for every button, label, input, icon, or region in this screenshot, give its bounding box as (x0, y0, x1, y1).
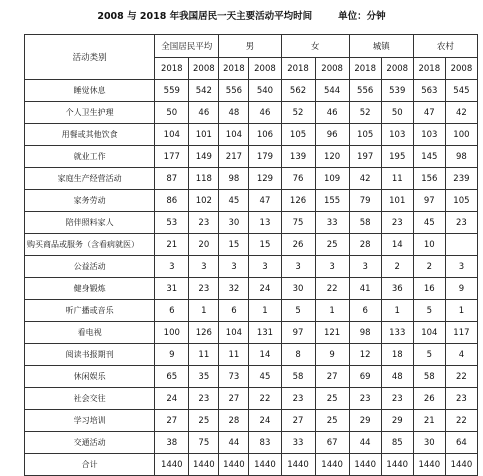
table-cell: 30 (413, 432, 445, 454)
table-cell: 23 (381, 388, 413, 410)
row-label: 合计 (25, 454, 155, 476)
table-row (25, 190, 478, 212)
row-label: 交通活动 (25, 432, 155, 454)
table-row (25, 322, 478, 344)
table-cell: 544 (315, 80, 349, 102)
table-cell: 36 (381, 278, 413, 300)
table-cell: 101 (381, 190, 413, 212)
table-cell: 6 (155, 300, 189, 322)
table-cell: 52 (281, 102, 315, 124)
table-row (25, 454, 478, 476)
table-cell: 22 (445, 366, 477, 388)
table-cell: 239 (445, 168, 477, 190)
table-cell: 1 (189, 300, 219, 322)
table-cell: 22 (315, 278, 349, 300)
table-cell: 5 (281, 300, 315, 322)
table-cell: 25 (315, 234, 349, 256)
row-label: 公益活动 (25, 256, 155, 278)
table-cell: 197 (349, 146, 381, 168)
table-cell: 28 (219, 410, 249, 432)
table-cell: 102 (189, 190, 219, 212)
table-cell: 48 (219, 102, 249, 124)
table-cell: 9 (155, 344, 189, 366)
table-cell: 177 (155, 146, 189, 168)
table-cell: 58 (349, 212, 381, 234)
table-cell: 22 (249, 388, 281, 410)
group-header-urban: 城镇 (349, 35, 413, 58)
table-cell: 11 (219, 344, 249, 366)
table-cell: 96 (315, 124, 349, 146)
table-cell (445, 234, 477, 256)
table-cell: 1 (381, 300, 413, 322)
table-cell: 53 (155, 212, 189, 234)
table-cell: 47 (413, 102, 445, 124)
table-cell: 14 (249, 344, 281, 366)
table-cell: 30 (219, 212, 249, 234)
table-cell: 6 (219, 300, 249, 322)
table-cell: 28 (349, 234, 381, 256)
year-header: 2008 (445, 58, 477, 80)
table-cell: 30 (281, 278, 315, 300)
table-cell: 97 (281, 322, 315, 344)
table-cell: 52 (349, 102, 381, 124)
table-cell: 1440 (155, 454, 189, 476)
table-cell: 155 (315, 190, 349, 212)
table-cell: 103 (381, 124, 413, 146)
table-cell: 101 (189, 124, 219, 146)
table-cell: 139 (281, 146, 315, 168)
table-cell: 23 (445, 212, 477, 234)
row-label: 就业工作 (25, 146, 155, 168)
table-row (25, 234, 478, 256)
table-cell: 24 (155, 388, 189, 410)
table-cell: 16 (413, 278, 445, 300)
row-label: 个人卫生护理 (25, 102, 155, 124)
table-cell: 5 (413, 344, 445, 366)
table-cell: 26 (281, 234, 315, 256)
table-cell: 1440 (381, 454, 413, 476)
table-cell: 75 (281, 212, 315, 234)
group-header-male: 男 (219, 35, 281, 58)
table-cell: 559 (155, 80, 189, 102)
table-cell: 129 (249, 168, 281, 190)
table-cell: 23 (349, 388, 381, 410)
table-cell: 98 (349, 322, 381, 344)
table-cell: 67 (315, 432, 349, 454)
table-cell: 106 (249, 124, 281, 146)
table-cell: 27 (155, 410, 189, 432)
table-cell: 48 (381, 366, 413, 388)
row-label: 家务劳动 (25, 190, 155, 212)
table-cell: 104 (219, 124, 249, 146)
table-row (25, 432, 478, 454)
table-cell: 117 (445, 322, 477, 344)
year-header: 2018 (281, 58, 315, 80)
table-cell: 126 (281, 190, 315, 212)
table-cell: 133 (381, 322, 413, 344)
table-cell: 44 (219, 432, 249, 454)
table-cell: 3 (281, 256, 315, 278)
table-cell: 6 (349, 300, 381, 322)
table-cell: 23 (189, 388, 219, 410)
table-cell: 47 (249, 190, 281, 212)
table-cell: 69 (349, 366, 381, 388)
table-cell: 83 (249, 432, 281, 454)
table-cell: 42 (349, 168, 381, 190)
table-cell: 118 (189, 168, 219, 190)
table-cell: 556 (349, 80, 381, 102)
table-cell: 75 (189, 432, 219, 454)
activity-time-table (24, 34, 478, 476)
table-cell: 26 (413, 388, 445, 410)
table-cell: 41 (349, 278, 381, 300)
header-group-row (25, 35, 478, 58)
table-cell: 64 (445, 432, 477, 454)
table-cell: 42 (445, 102, 477, 124)
table-cell: 23 (381, 212, 413, 234)
table-cell: 25 (315, 388, 349, 410)
table-cell: 1440 (249, 454, 281, 476)
table-cell: 217 (219, 146, 249, 168)
table-cell: 13 (249, 212, 281, 234)
table-cell: 23 (445, 388, 477, 410)
table-cell: 18 (381, 344, 413, 366)
table-cell: 1440 (189, 454, 219, 476)
table-cell: 156 (413, 168, 445, 190)
table-cell: 14 (381, 234, 413, 256)
table-cell: 50 (381, 102, 413, 124)
table-cell: 98 (219, 168, 249, 190)
table-cell: 1 (445, 300, 477, 322)
table-cell: 1440 (219, 454, 249, 476)
row-label: 家庭生产经营活动 (25, 168, 155, 190)
table-cell: 22 (445, 410, 477, 432)
table-body (25, 80, 478, 476)
table-cell: 46 (189, 102, 219, 124)
table-cell: 104 (219, 322, 249, 344)
table-cell: 21 (155, 234, 189, 256)
table-cell: 12 (349, 344, 381, 366)
table-cell: 21 (413, 410, 445, 432)
year-header: 2018 (349, 58, 381, 80)
table-cell: 120 (315, 146, 349, 168)
table-cell: 539 (381, 80, 413, 102)
table-cell: 3 (189, 256, 219, 278)
table-cell: 79 (349, 190, 381, 212)
table-cell: 50 (155, 102, 189, 124)
year-header: 2018 (219, 58, 249, 80)
table-cell: 98 (445, 146, 477, 168)
row-label: 休闲娱乐 (25, 366, 155, 388)
table-row (25, 212, 478, 234)
table-cell: 65 (155, 366, 189, 388)
row-label: 陪伴照料家人 (25, 212, 155, 234)
table-cell: 4 (445, 344, 477, 366)
table-cell: 105 (349, 124, 381, 146)
table-cell: 2 (413, 256, 445, 278)
table-cell: 8 (281, 344, 315, 366)
table-row (25, 366, 478, 388)
unit-label: 单位：分钟 (338, 11, 386, 22)
table-cell: 149 (189, 146, 219, 168)
table-cell: 27 (281, 410, 315, 432)
table-row (25, 256, 478, 278)
table-cell: 100 (155, 322, 189, 344)
table-cell: 87 (155, 168, 189, 190)
table-cell: 3 (315, 256, 349, 278)
table-cell: 105 (281, 124, 315, 146)
table-row (25, 80, 478, 102)
table-cell: 86 (155, 190, 189, 212)
table-cell: 563 (413, 80, 445, 102)
table-cell: 23 (281, 388, 315, 410)
table-cell: 3 (249, 256, 281, 278)
year-header: 2018 (413, 58, 445, 80)
table-cell: 179 (249, 146, 281, 168)
table-cell: 73 (219, 366, 249, 388)
table-cell: 33 (281, 432, 315, 454)
table-cell: 32 (219, 278, 249, 300)
table-cell: 25 (189, 410, 219, 432)
table-cell: 35 (189, 366, 219, 388)
table-cell: 76 (281, 168, 315, 190)
table-cell: 45 (219, 190, 249, 212)
table-cell: 44 (349, 432, 381, 454)
table-cell: 103 (413, 124, 445, 146)
table-cell: 10 (413, 234, 445, 256)
table-cell: 545 (445, 80, 477, 102)
table-cell: 105 (445, 190, 477, 212)
row-label: 学习培训 (25, 410, 155, 432)
group-header-rural: 农村 (413, 35, 477, 58)
category-header: 活动类别 (25, 35, 155, 80)
table-row (25, 300, 478, 322)
table-cell: 100 (445, 124, 477, 146)
table-cell: 1440 (413, 454, 445, 476)
table-row (25, 410, 478, 432)
row-label: 用餐或其他饮食 (25, 124, 155, 146)
year-header: 2008 (249, 58, 281, 80)
table-cell: 24 (249, 410, 281, 432)
table-cell: 46 (249, 102, 281, 124)
table-cell: 3 (219, 256, 249, 278)
table-cell: 15 (249, 234, 281, 256)
table-cell: 58 (281, 366, 315, 388)
table-cell: 25 (315, 410, 349, 432)
table-cell: 104 (413, 322, 445, 344)
table-cell: 97 (413, 190, 445, 212)
table-cell: 195 (381, 146, 413, 168)
table-cell: 1 (315, 300, 349, 322)
table-row (25, 102, 478, 124)
table-row (25, 168, 478, 190)
table-cell: 1440 (315, 454, 349, 476)
table-row (25, 344, 478, 366)
table-cell: 27 (219, 388, 249, 410)
table-title: 2008 与 2018 年我国居民一天主要活动平均时间 (97, 11, 313, 22)
table-cell: 27 (315, 366, 349, 388)
table-row (25, 124, 478, 146)
table-cell: 3 (445, 256, 477, 278)
year-header: 2008 (189, 58, 219, 80)
table-title-row (0, 8, 483, 26)
table-cell: 540 (249, 80, 281, 102)
table-cell: 11 (189, 344, 219, 366)
year-header: 2008 (381, 58, 413, 80)
table-cell: 29 (349, 410, 381, 432)
table-cell: 562 (281, 80, 315, 102)
table-cell: 24 (249, 278, 281, 300)
table-cell: 9 (315, 344, 349, 366)
table-row (25, 146, 478, 168)
table-cell: 1440 (281, 454, 315, 476)
row-label: 看电视 (25, 322, 155, 344)
table-cell: 3 (155, 256, 189, 278)
table-cell: 542 (189, 80, 219, 102)
row-label: 社会交往 (25, 388, 155, 410)
table-cell: 58 (413, 366, 445, 388)
table-cell: 104 (155, 124, 189, 146)
year-header: 2008 (315, 58, 349, 80)
group-header-female: 女 (281, 35, 349, 58)
table-cell: 46 (315, 102, 349, 124)
table-cell: 11 (381, 168, 413, 190)
table-cell: 2 (381, 256, 413, 278)
table-cell: 131 (249, 322, 281, 344)
row-label: 听广播或音乐 (25, 300, 155, 322)
table-cell: 121 (315, 322, 349, 344)
row-label: 健身锻炼 (25, 278, 155, 300)
row-label: 睡觉休息 (25, 80, 155, 102)
table-cell: 45 (249, 366, 281, 388)
table-cell: 33 (315, 212, 349, 234)
table-cell: 5 (413, 300, 445, 322)
table-row (25, 388, 478, 410)
table-cell: 145 (413, 146, 445, 168)
table-cell: 31 (155, 278, 189, 300)
table-cell: 109 (315, 168, 349, 190)
row-label: 购买商品或服务（含看病就医） (25, 234, 155, 256)
table-cell: 29 (381, 410, 413, 432)
table-cell: 23 (189, 212, 219, 234)
table-cell: 9 (445, 278, 477, 300)
table-cell: 1 (249, 300, 281, 322)
table-cell: 45 (413, 212, 445, 234)
table-cell: 20 (189, 234, 219, 256)
group-header-national: 全国居民平均 (155, 35, 219, 58)
table-cell: 3 (349, 256, 381, 278)
table-cell: 85 (381, 432, 413, 454)
table-cell: 23 (189, 278, 219, 300)
table-cell: 38 (155, 432, 189, 454)
table-cell: 556 (219, 80, 249, 102)
table-cell: 1440 (445, 454, 477, 476)
table-cell: 15 (219, 234, 249, 256)
table-cell: 1440 (349, 454, 381, 476)
year-header: 2018 (155, 58, 189, 80)
table-row (25, 278, 478, 300)
table-cell: 126 (189, 322, 219, 344)
row-label: 阅读书报期刊 (25, 344, 155, 366)
